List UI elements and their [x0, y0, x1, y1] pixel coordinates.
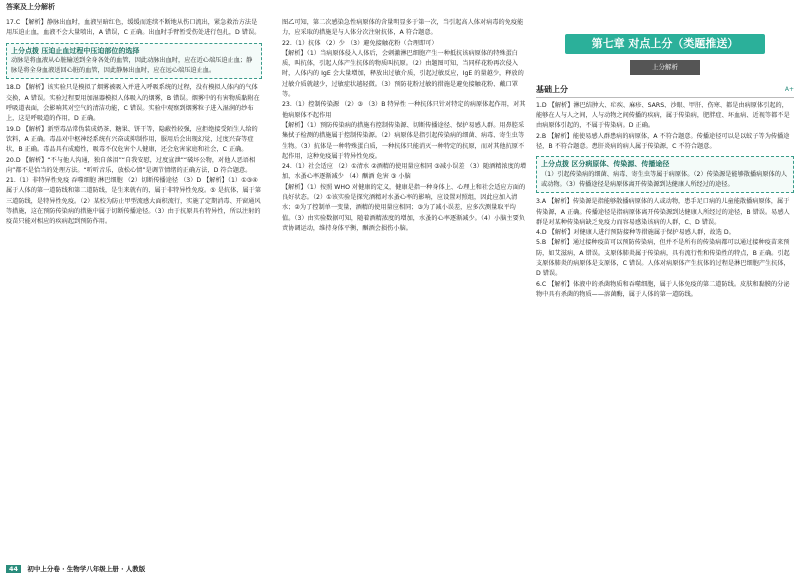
section-mark: A+ [784, 85, 794, 93]
answer-paragraph: 17.C 【解析】静脉出血时，血液呈暗红色，缓缓而连续不断地从伤口流出，紧急救治方法是用压迫止血，血液不会大量喷出，A 错误，C 正确。出血时手臂暂受伤处进行包扎，D 错误。 [6, 19, 261, 37]
answer-paragraph: 图乙可知，第二次感染急性病原体的含量明显多于第一次，当引起高人体对病毒的免疫能力，应采取的措施是与人体分次注射抗体，A 符合题意。 [282, 19, 524, 37]
hint-label: 上分解析 [630, 60, 700, 74]
answer-paragraph: 21.（1）非特异性免疫 吞噬细胞 淋巴细胞 （2）切断传播途径 （3）D 【解析】（1）①③④ 属于人体的第一道防线和第二道防线，是生来就有的，属于非特异性免疫。⑤ 是抗体，属于第三道防线，是特异性免疫。（2）某校为防止甲型流感大面积流行，实施了定期消毒、开窗通风等措施，这在预防传染病的措施中属于切断传播途径。（3）由于抗原具有特异性，所以注射的疫苗只能对相应的疾病起到预防作用。 [6, 177, 262, 226]
section-heading [536, 85, 794, 98]
answer-paragraph: 24.（1）社会适应 （2）①清水 ②酒精的使用量应相同 ③减小误差 （3）随酒精浓度的增加，水蚤心率逐渐减少 （4）酗酒 危害 ③ 小脑 [282, 163, 527, 181]
tip-box [6, 43, 262, 80]
answer-paragraph: 22.（1）抗体 （2）少 （3）避免接触花粉（合理即可） [282, 39, 438, 47]
page-footer [6, 564, 145, 573]
answer-paragraph: 6.C 【解析】体液中的杀菌物质和吞噬细胞，属于人体免疫的第二道防线。皮肤和黏膜的分泌物中具有杀菌的物质——溶菌酶，属于人体的第一道防线。 [536, 280, 790, 298]
answer-paragraph: 20.D 【解析】“不与他人沟通，独自落泪”“自我安慰，过度宣泄”“破坏公物，对他人恶语相向”都不是恰当的处理方法。“听听音乐，放松心情”是调节情绪的正确方法，D 符合题意。 [6, 156, 256, 174]
answer-paragraph: 3.A 【解析】传染源是指能够散播病原体的人或动物，患手足口病的儿童能散播病原体，属于传染源，A 正确。传播途径是指病原体离开传染源到达健康人所经过的途径，B 错误。易感人群是对某种传染病缺乏免疫力而容易感染该病的人群，C、D 错误。 [536, 198, 790, 226]
section-title: 基础上分 [536, 84, 568, 94]
middle-column [282, 18, 528, 558]
left-column [6, 18, 262, 558]
answer-paragraph: 23.（1）控制传染源 （2）③ （3）B 特异性 一种抗体只针对特定的病原体起作用，对其他病原体不起作用 [282, 101, 526, 119]
tip-title: 上分点拨 区分病原体、传染源、传播途径 [541, 160, 670, 169]
answer-paragraph: 【解析】（1）按照 WHO 对健康的定义，健康是指一种身体上、心理上和社会适应方面的良好状态。（2）①该实验是探究酒精对水蚤心率的影响，应设置对照组，因此应加入清水；②为了控制单一变量，酒精的使用量应相同；③为了减小误差，应多次测量取平均值。（3）由实验数据可知，随着酒精浓度的增加，水蚤的心率逐渐减少。（4）小脑主要负责协调运动，维持身体平衡，酗酒会损伤小脑。 [282, 183, 526, 232]
right-content [536, 101, 794, 300]
tip-text: 动脉是将血液从心脏输送到全身各处的血管，因此动脉出血时，应在近心端压迫止血；静脉是将全身血液送回心脏的血管，因此静脉出血时，应在远心端压迫止血。 [11, 56, 253, 75]
tip-text: （1）引起传染病的细菌、病毒、寄生虫等属于病原体。（2）传染源是能够散播病原体的人或动物。（3）传播途径是病原体离开传染源到达健康人所经过的途径。 [541, 170, 788, 188]
answer-paragraph: 5.B 【解析】通过接种疫苗可以预防传染病，但并不是所有的传染病都可以通过接种疫苗来预防，如艾滋病，A 错误。支原体肺炎属于传染病，具有流行性和传染性的特点，B 正确。引起支原体肺炎的病原体是支原体，C 错误。人体对病原体产生抗体的过程是淋巴细胞产生抗体，D 错误。 [536, 239, 790, 278]
chapter-title: 第七章 对点上分（类题推送） [565, 34, 765, 54]
right-column [536, 18, 794, 563]
answer-paragraph: 2.B 【解析】能使易感人群患病的病原体，A 不符合题意。传播途径可以是以蚊子等为传播途径，B 不符合题意。患肝炎病的病人属于传染源，C 不符合题意。 [536, 132, 790, 151]
answer-paragraph: 18.D 【解析】该实验只是模拟了烟雾被吸入并进入呼吸系统的过程，没有模拟人体内的气体交换，A 错误。实验过程要用加湿器模拟人体吸入的烟雾，B 错误。烟雾中的有害物质黏附在呼吸道表面，会影响其对空气的清洁功能，C 错误。实验中观察到烟雾粒子进入湿润的纱布上，这是呼吸道的作用，D 正确。 [6, 84, 260, 123]
page-header: 答案及上分解析 [6, 3, 55, 11]
answer-paragraph: 1.D 【解析】淋巴结肿大、疟疾、麻疹、SARS、沙眼、甲肝、伤寒、都是由病原体引起的，能够在人与人之间，人与动物之间传播的疾病，属于传染病，肥胖症、坏血病、近视等都不是由病原体引起的，不属于传染病。D 正确。 [536, 101, 790, 130]
answer-paragraph: 【解析】（1）当病原体侵入人体后，会刺激淋巴细胞产生一种抵抗该病原体的特殊蛋白质，叫抗体，引起人体产生抗体的物质叫抗原。（2）由题图可知，当同样花粉再次侵入时，人体内的 IgE 会大量增加，释放出过敏介质，引起过敏反应，IgE 的量越少，释放的过敏介质就越少，过敏症状越轻微。（3）预防花粉过敏的措施是避免接触花粉、戴口罩等。 [282, 49, 524, 99]
page-number: 44 [6, 565, 21, 573]
tip-title: 上分点拨 压迫止血过程中压迫部位的选择 [11, 46, 140, 55]
answer-paragraph: 19.D 【解析】新型毒品常伪装成奶茶、糖果、饼干等，隐蔽性较强，应拒绝接受陌生人给的饮料，A 正确。毒品对中枢神经系统有兴奋或抑制作用，服用后会出现幻觉，过度兴奋等症状，B 正确。毒品具有成瘾性，吸毒不仅危害个人健康，还会危害家庭和社会，C 正确。 [6, 125, 258, 154]
tip-box [536, 156, 794, 193]
footer-title: 初中上分卷 · 生物学八年级上册 · 人教版 [27, 565, 146, 573]
answer-paragraph: 4.D 【解析】对健康人进行预防接种等措施属于保护易感人群，故选 D。 [536, 229, 735, 237]
answer-paragraph: 【解析】（1）预防传染病的措施有控制传染源、切断传播途径、保护易感人群。用鼻腔采集拭子检测的措施属于控制传染源。（2）病原体是指引起传染病的细菌、病毒、寄生虫等生物。（3）抗体是一种特殊蛋白质，一种抗体只能消灭一种特定的抗原，而对其他抗原不起作用，这种免疫属于特异性免疫。 [282, 121, 525, 160]
